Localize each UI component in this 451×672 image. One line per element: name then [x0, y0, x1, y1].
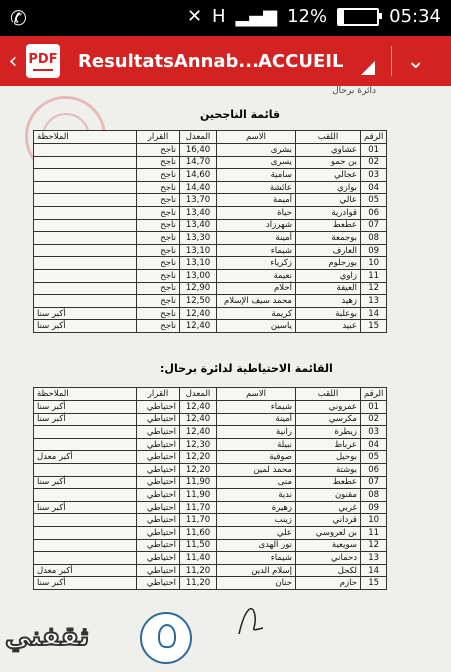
cell-average: 11,50	[180, 539, 217, 552]
table-row	[34, 219, 387, 232]
cell-last-name: بوجمعة	[296, 232, 361, 245]
col-average: المعدل	[180, 388, 217, 401]
cell-note: أكبر سنا	[34, 307, 137, 320]
cell-rank: 08	[361, 232, 387, 245]
cell-average: 12,40	[180, 401, 217, 414]
reserve-list-title: القائمة الاحتياطية لدائرة برحال:	[160, 362, 333, 375]
col-decision: القرار	[137, 388, 180, 401]
cell-rank: 11	[361, 269, 387, 282]
col-note: الملاحظة	[34, 131, 137, 144]
cell-note	[34, 295, 137, 308]
col-last-name: اللقب	[296, 388, 361, 401]
cell-note	[34, 156, 137, 169]
table-row	[34, 257, 387, 270]
cell-rank: 02	[361, 413, 387, 426]
table-row	[34, 244, 387, 257]
cell-last-name: العيفة	[296, 282, 361, 295]
cell-note	[34, 463, 137, 476]
cell-first-name: أميمة	[217, 194, 296, 207]
cell-note	[34, 232, 137, 245]
h-label: H	[212, 6, 226, 27]
cell-note: أكبر سنا	[34, 413, 137, 426]
watermark-text: ثقفني	[5, 622, 90, 652]
pdf-app-icon[interactable]	[26, 44, 60, 78]
col-first-name: الاسم	[217, 388, 296, 401]
col-rank: الرقم	[361, 388, 387, 401]
back-chevron-icon[interactable]: ‹	[8, 48, 18, 74]
cell-last-name: مكرسي	[296, 413, 361, 426]
cell-average: 12,40	[180, 413, 217, 426]
table-row	[34, 438, 387, 451]
cell-last-name: غربي	[296, 501, 361, 514]
cell-note	[34, 169, 137, 182]
cell-last-name: دحماني	[296, 552, 361, 565]
cell-rank: 05	[361, 194, 387, 207]
cell-average: 11,20	[180, 577, 217, 590]
table-row	[34, 307, 387, 320]
cell-average: 11,60	[180, 526, 217, 539]
cell-rank: 05	[361, 451, 387, 464]
cell-first-name: نبيلة	[217, 438, 296, 451]
cell-average: 14,70	[180, 156, 217, 169]
col-note: الملاحظة	[34, 388, 137, 401]
cell-note: أكبر سنا	[34, 476, 137, 489]
battery-icon	[337, 8, 379, 26]
col-rank: الرقم	[361, 131, 387, 144]
cell-decision: احتياطي	[137, 426, 180, 439]
app-bar	[0, 36, 451, 86]
pdf-page[interactable]	[0, 86, 451, 672]
cell-decision: ناجح	[137, 144, 180, 157]
cell-last-name: مقنون	[296, 489, 361, 502]
cell-first-name: رانية	[217, 426, 296, 439]
cell-note	[34, 426, 137, 439]
cell-rank: 13	[361, 552, 387, 565]
cell-note: أكبر معدل	[34, 564, 137, 577]
cell-first-name: نور الهدى	[217, 539, 296, 552]
cell-last-name: عرباط	[296, 438, 361, 451]
cell-average: 13,40	[180, 206, 217, 219]
cell-first-name: أمينة	[217, 232, 296, 245]
table-row	[34, 232, 387, 245]
cell-note	[34, 489, 137, 502]
cell-decision: ناجح	[137, 320, 180, 333]
col-decision: القرار	[137, 131, 180, 144]
cell-decision: ناجح	[137, 181, 180, 194]
cell-first-name: زكرياء	[217, 257, 296, 270]
cell-last-name: سويعية	[296, 539, 361, 552]
cell-note	[34, 144, 137, 157]
cell-average: 12,20	[180, 451, 217, 464]
cell-decision: ناجح	[137, 194, 180, 207]
cell-last-name: عمروني	[296, 401, 361, 414]
cell-rank: 03	[361, 169, 387, 182]
col-average: المعدل	[180, 131, 217, 144]
cell-rank: 02	[361, 156, 387, 169]
cell-first-name: إسلام الدين	[217, 564, 296, 577]
signal-icon: ▂▄▆	[235, 6, 278, 27]
cell-first-name: محمد سيف الإسلام	[217, 295, 296, 308]
cell-average: 12,20	[180, 463, 217, 476]
cell-rank: 01	[361, 144, 387, 157]
cell-rank: 01	[361, 401, 387, 414]
cell-note: أكبر سنا	[34, 577, 137, 590]
table-row	[34, 564, 387, 577]
cell-first-name: سامية	[217, 169, 296, 182]
cell-decision: احتياطي	[137, 514, 180, 527]
cell-last-name: بورحلوم	[296, 257, 361, 270]
table-row	[34, 401, 387, 414]
cell-decision: ناجح	[137, 156, 180, 169]
accueil-button[interactable]: ACCUEIL	[258, 50, 344, 72]
cell-note	[34, 219, 137, 232]
table-row	[34, 514, 387, 527]
status-bar	[0, 0, 451, 36]
cell-note: أكبر سنا	[34, 401, 137, 414]
table-row	[34, 476, 387, 489]
cell-average: 12,30	[180, 438, 217, 451]
cell-first-name: علي	[217, 526, 296, 539]
cell-last-name: بوشتة	[296, 463, 361, 476]
cell-first-name: شهرزاد	[217, 219, 296, 232]
cell-average: 13,30	[180, 232, 217, 245]
cell-note	[34, 257, 137, 270]
cell-decision: احتياطي	[137, 438, 180, 451]
table-row	[34, 526, 387, 539]
table-row	[34, 206, 387, 219]
table-row	[34, 489, 387, 502]
mute-icon: ✕	[186, 6, 203, 27]
cell-rank: 09	[361, 244, 387, 257]
cell-decision: احتياطي	[137, 401, 180, 414]
cell-first-name: بشرى	[217, 144, 296, 157]
cell-first-name: عائشة	[217, 181, 296, 194]
col-last-name: اللقب	[296, 131, 361, 144]
watermark-logo	[0, 602, 451, 672]
table-row	[34, 426, 387, 439]
cell-last-name: زهيد	[296, 295, 361, 308]
cell-note: أكبر سنا	[34, 501, 137, 514]
cell-first-name: حياة	[217, 206, 296, 219]
cell-last-name: عطعط	[296, 219, 361, 232]
cell-first-name: صوفية	[217, 451, 296, 464]
cell-first-name: أحلام	[217, 282, 296, 295]
status-right	[187, 6, 441, 27]
cell-rank: 04	[361, 181, 387, 194]
cell-last-name: حازم	[296, 577, 361, 590]
success-list-title: قائمة الناجحين	[200, 108, 281, 121]
cell-first-name: كريمة	[217, 307, 296, 320]
cell-last-name: زيطرة	[296, 426, 361, 439]
table-header-row	[34, 388, 387, 401]
cell-last-name: بوعلبة	[296, 307, 361, 320]
cell-average: 13,10	[180, 257, 217, 270]
cell-last-name: العارف	[296, 244, 361, 257]
cell-note	[34, 526, 137, 539]
cell-average: 11,40	[180, 552, 217, 565]
cell-rank: 07	[361, 219, 387, 232]
cell-decision: ناجح	[137, 257, 180, 270]
cell-note	[34, 539, 137, 552]
cell-average: 16,40	[180, 144, 217, 157]
success-table	[33, 130, 387, 333]
cell-decision: ناجح	[137, 219, 180, 232]
cell-first-name: نعيمة	[217, 269, 296, 282]
cell-decision: احتياطي	[137, 413, 180, 426]
cell-average: 13,70	[180, 194, 217, 207]
cell-rank: 03	[361, 426, 387, 439]
cell-rank: 06	[361, 463, 387, 476]
cell-note	[34, 269, 137, 282]
cell-last-name: قوادرية	[296, 206, 361, 219]
cell-decision: احتياطي	[137, 564, 180, 577]
cell-average: 13,10	[180, 244, 217, 257]
cell-average: 12,50	[180, 295, 217, 308]
header-district: دائرة برحال	[332, 86, 376, 96]
cell-note: أكبر معدل	[34, 451, 137, 464]
cell-first-name: يسرى	[217, 156, 296, 169]
table-row	[34, 269, 387, 282]
cell-decision: احتياطي	[137, 476, 180, 489]
cell-last-name: عطعط	[296, 476, 361, 489]
wifi-call-icon: ✆	[10, 6, 27, 30]
cell-decision: احتياطي	[137, 463, 180, 476]
cell-first-name: منى	[217, 476, 296, 489]
cell-rank: 10	[361, 514, 387, 527]
cell-note	[34, 244, 137, 257]
cell-rank: 09	[361, 501, 387, 514]
cell-rank: 14	[361, 564, 387, 577]
col-first-name: الاسم	[217, 131, 296, 144]
cell-decision: احتياطي	[137, 501, 180, 514]
table-row	[34, 463, 387, 476]
reserve-table	[33, 387, 387, 590]
table-row	[34, 413, 387, 426]
cell-note	[34, 194, 137, 207]
cell-average: 14,40	[180, 181, 217, 194]
cell-first-name: حنان	[217, 577, 296, 590]
cell-decision: ناجح	[137, 244, 180, 257]
reserve-table-body	[34, 401, 387, 590]
cell-note: أكبر سنا	[34, 320, 137, 333]
success-table-body	[34, 144, 387, 333]
cell-first-name: شيماء	[217, 401, 296, 414]
cell-note	[34, 438, 137, 451]
table-row	[34, 194, 387, 207]
cell-rank: 13	[361, 295, 387, 308]
cell-decision: ناجح	[137, 206, 180, 219]
cell-rank: 12	[361, 539, 387, 552]
table-row	[34, 539, 387, 552]
cell-rank: 15	[361, 577, 387, 590]
table-row	[34, 144, 387, 157]
cell-last-name: عبيد	[296, 320, 361, 333]
cell-last-name: زاوي	[296, 269, 361, 282]
cell-decision: احتياطي	[137, 489, 180, 502]
cell-last-name: بوازي	[296, 181, 361, 194]
cell-decision: احتياطي	[137, 526, 180, 539]
cell-average: 12,90	[180, 282, 217, 295]
lightbulb-icon	[140, 612, 192, 664]
battery-percent: 12%	[287, 6, 328, 27]
cell-first-name: شيماء	[217, 552, 296, 565]
cell-decision: ناجح	[137, 269, 180, 282]
cell-note	[34, 552, 137, 565]
cell-average: 12,40	[180, 320, 217, 333]
cell-average: 13,40	[180, 219, 217, 232]
cell-last-name: بن حمو	[296, 156, 361, 169]
table-row	[34, 552, 387, 565]
cell-decision: ناجح	[137, 295, 180, 308]
cell-first-name: ندية	[217, 489, 296, 502]
cell-last-name: بوحيل	[296, 451, 361, 464]
cell-last-name: عشاوي	[296, 144, 361, 157]
table-row	[34, 577, 387, 590]
chevron-down-icon[interactable]: ⌄	[406, 48, 425, 74]
cell-decision: احتياطي	[137, 552, 180, 565]
divider	[391, 46, 392, 76]
cell-average: 11,70	[180, 501, 217, 514]
corner-triangle-icon	[361, 61, 375, 75]
cell-note	[34, 514, 137, 527]
document-title[interactable]: ResultatsAnnab...	[78, 50, 259, 72]
cell-note	[34, 206, 137, 219]
cell-note	[34, 282, 137, 295]
cell-average: 11,90	[180, 476, 217, 489]
cell-rank: 10	[361, 257, 387, 270]
table-row	[34, 282, 387, 295]
cell-average: 11,20	[180, 564, 217, 577]
table-row	[34, 320, 387, 333]
cell-last-name: عالي	[296, 194, 361, 207]
cell-average: 11,70	[180, 514, 217, 527]
cell-last-name: بن لعروسي	[296, 526, 361, 539]
cell-rank: 07	[361, 476, 387, 489]
cell-decision: احتياطي	[137, 451, 180, 464]
cell-rank: 04	[361, 438, 387, 451]
table-row	[34, 156, 387, 169]
cell-decision: احتياطي	[137, 539, 180, 552]
cell-first-name: محمد لمين	[217, 463, 296, 476]
cell-decision: ناجح	[137, 232, 180, 245]
cell-note	[34, 181, 137, 194]
cell-average: 11,90	[180, 489, 217, 502]
table-row	[34, 169, 387, 182]
table-row	[34, 451, 387, 464]
cell-decision: ناجح	[137, 169, 180, 182]
cell-first-name: ياسين	[217, 320, 296, 333]
cell-first-name: زينب	[217, 514, 296, 527]
table-row	[34, 295, 387, 308]
pdf-label: PDF	[28, 51, 58, 67]
cell-average: 14,60	[180, 169, 217, 182]
table-row	[34, 501, 387, 514]
cell-rank: 14	[361, 307, 387, 320]
cell-average: 13,00	[180, 269, 217, 282]
cell-average: 12,40	[180, 307, 217, 320]
cell-first-name: شيماء	[217, 244, 296, 257]
cell-decision: ناجح	[137, 282, 180, 295]
cell-decision: ناجح	[137, 307, 180, 320]
cell-last-name: لكحل	[296, 564, 361, 577]
clock: 05:34	[389, 6, 441, 27]
cell-rank: 08	[361, 489, 387, 502]
cell-average: 12,40	[180, 426, 217, 439]
cell-last-name: عجالي	[296, 169, 361, 182]
table-header-row	[34, 131, 387, 144]
cell-rank: 11	[361, 526, 387, 539]
cell-first-name: أمينة	[217, 413, 296, 426]
cell-last-name: قرداني	[296, 514, 361, 527]
cell-rank: 06	[361, 206, 387, 219]
cell-decision: احتياطي	[137, 577, 180, 590]
cell-first-name: زهيرة	[217, 501, 296, 514]
table-row	[34, 181, 387, 194]
cell-rank: 12	[361, 282, 387, 295]
cell-rank: 15	[361, 320, 387, 333]
